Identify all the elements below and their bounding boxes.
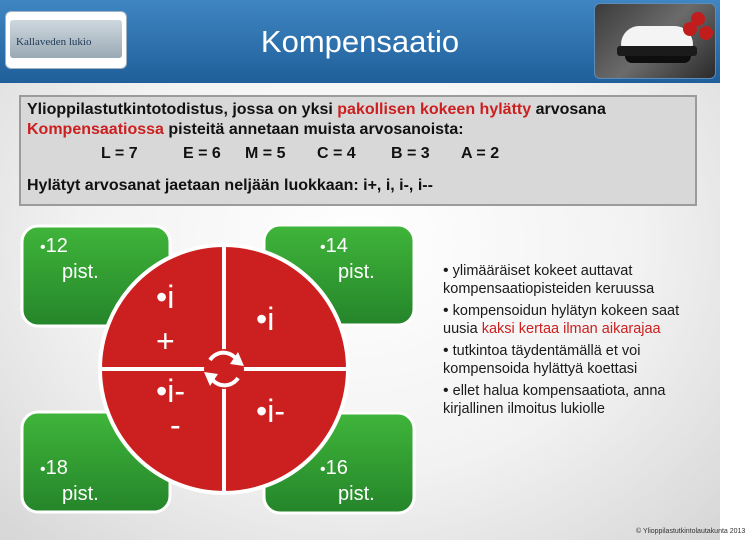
note-highlight: aikarajaa [597, 320, 661, 337]
points-top-left-value: 12 [45, 235, 68, 257]
note-item: • ylimääräiset kokeet auttavat kompensaatiopisteiden keruussa [443, 262, 655, 297]
copyright-text: © Ylioppilastutkintolautakunta 2013 [636, 528, 745, 535]
points-top-left: •12 pist. [40, 235, 99, 283]
note-text: ylimääräiset kokeet auttavat kompensaatiopisteiden keruussa [443, 263, 655, 297]
class-i-plus-sign: + [156, 323, 175, 359]
note-text: kompensoidun hylätyn kokeen saat uusia [443, 303, 680, 337]
class-i-plus: •i [156, 279, 175, 315]
info-text: arvosana [531, 101, 606, 118]
class-label: i [167, 279, 175, 315]
class-label: i [267, 301, 275, 337]
info-line-4: Hylätyt arvosanat jaetaan neljään luokkaan: i+, i, i-, i-- [27, 177, 433, 194]
points-top-right: •14 pist. [320, 235, 375, 283]
note-item: • kompensoidun hylätyn kokeen saat uusia kaksi kertaa ilman aikarajaa [443, 302, 680, 337]
class-i-minus-minus: •i- [156, 373, 185, 409]
grade-l: L = 7 [101, 145, 138, 162]
grade-b: B = 3 [391, 145, 430, 162]
points-bottom-left: •18 pist. [40, 457, 99, 505]
points-bottom-right-value: 16 [325, 457, 348, 479]
class-i-minus: •i- [256, 393, 285, 429]
cycle-arrows-icon [204, 349, 244, 389]
grade-e: E = 6 [183, 145, 221, 162]
logo-text: Kallaveden lukio [16, 36, 92, 48]
note-text: tutkintoa täydentämällä et voi kompensoida hylättyä koettasi [443, 343, 641, 377]
info-highlight: pakollisen kokeen hylätty [337, 101, 532, 118]
grade-a: A = 2 [461, 145, 500, 162]
info-text: Ylioppilastutkintotodistus, jossa on yksi [27, 101, 338, 118]
note-item: • tutkintoa täydentämällä et voi kompensoida hylättyä koettasi [443, 342, 641, 377]
note-highlight: kaksi kertaa ilman [481, 320, 598, 337]
notes-list [443, 262, 708, 422]
grade-c: C = 4 [317, 145, 356, 162]
info-text: pisteitä annetaan muista arvosanoista: [163, 121, 464, 138]
class-label: i- [167, 373, 185, 409]
class-i: •i [256, 301, 275, 337]
points-bottom-left-value: 18 [45, 457, 68, 479]
class-label: i- [267, 393, 285, 429]
info-highlight: Kompensaatiossa [27, 121, 164, 138]
points-bottom-right: •16 pist. [320, 457, 375, 505]
grade-m: M = 5 [245, 145, 286, 162]
class-i-minus-minus-dash: - [170, 407, 181, 443]
note-item: • ellet halua kompensaatiota, anna kirjallinen ilmoitus lukiolle [443, 382, 666, 417]
points-top-right-value: 14 [325, 235, 348, 257]
page-title: Kompensaatio [260, 24, 460, 59]
note-text: ellet halua kompensaatiota, anna kirjallinen ilmoitus lukiolle [443, 383, 666, 417]
